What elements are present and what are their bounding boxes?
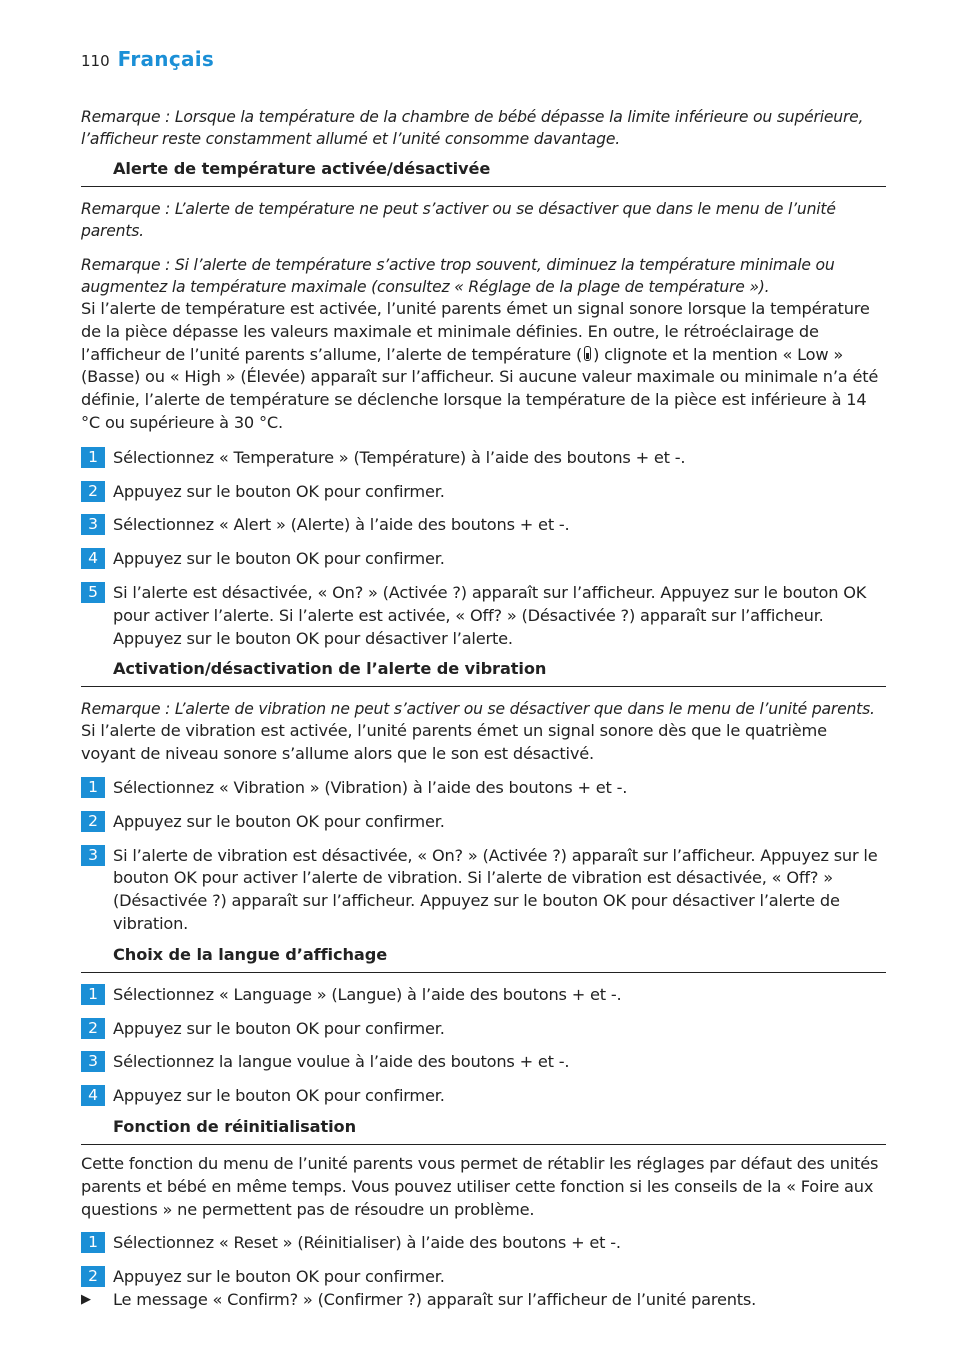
step-number-badge: 3	[81, 845, 105, 866]
step-text: Appuyez sur le bouton OK pour confirmer.	[113, 1018, 445, 1038]
step-number-badge: 3	[81, 1051, 105, 1072]
step-item	[81, 1018, 886, 1041]
step-text: Appuyez sur le bouton OK pour confirmer.	[113, 1267, 445, 1287]
section-title: Fonction de réinitialisation	[113, 1116, 356, 1136]
section-title: Alerte de température activée/désactivée	[113, 159, 491, 178]
note-display-consumption: Remarque : Lorsque la température de la chambre de bébé dépasse la limite inférieure ou supérieure, l’afficheur reste constamment allumé et l’unité consomme davantage.	[81, 108, 864, 148]
step-number-badge: 1	[81, 447, 105, 468]
section-title: Choix de la langue d’affichage	[113, 944, 388, 964]
thermometer-icon	[584, 346, 591, 361]
language-heading: Français	[117, 47, 215, 71]
step-item	[81, 811, 886, 834]
step-number-badge: 2	[81, 1266, 105, 1287]
step-text: Sélectionnez la langue voulue à l’aide des boutons + et -.	[113, 1052, 570, 1072]
step-text: Appuyez sur le bouton OK pour confirmer.	[113, 481, 445, 501]
step-number-badge: 4	[81, 548, 105, 569]
step-result	[81, 1289, 886, 1312]
section-heading-vibration	[81, 660, 886, 687]
note-temp-alert-frequency: Remarque : Si l’alerte de température s’active trop souvent, diminuez la température minimale ou augmentez la température maximale (consultez « Réglage de la plage de température »).	[81, 256, 835, 296]
step-item	[81, 777, 886, 800]
page-content	[81, 106, 886, 1312]
temp-alert-text-a: Si l’alerte de température est activée, l’unité parents émet un signal sonore lorsque la température de la pièce dépasse les valeurs maximale et minimale définies. En outre, le rétroéclairage de l’afficheur de l’unité parents s’allume, l’alerte de température (	[81, 299, 870, 364]
step-item	[81, 481, 886, 504]
step-text: Sélectionnez « Vibration » (Vibration) à l’aide des boutons + et -.	[113, 777, 628, 797]
temp-alert-text-b: ) clignote et la mention « Low » (Basse) ou « High » (Élevée) apparaît sur l’afficheur. Si aucune valeur maximale ou minimale n’a été définie, l’alerte de température se déclenche lorsque la température de la pièce est inférieure à 14 °C ou supérieure à 30 °C.	[81, 344, 879, 432]
note-temp-alert-menu: Remarque : L’alerte de température ne peut s’activer ou se désactiver que dans le menu de l’unité parents.	[81, 200, 836, 240]
step-number-badge: 1	[81, 984, 105, 1005]
step-item	[81, 447, 886, 470]
step-item	[81, 1051, 886, 1074]
step-number-badge: 2	[81, 481, 105, 502]
temp-alert-description	[81, 298, 886, 435]
step-number-badge: 2	[81, 1018, 105, 1039]
step-item	[81, 582, 886, 650]
step-text: Sélectionnez « Language » (Langue) à l’aide des boutons + et -.	[113, 984, 622, 1004]
section-heading-temp-alert	[81, 160, 886, 187]
step-number-badge: 2	[81, 811, 105, 832]
step-text: Sélectionnez « Temperature » (Température) à l’aide des boutons + et -.	[113, 447, 686, 467]
step-item	[81, 984, 886, 1007]
step-number-badge: 3	[81, 514, 105, 535]
step-text: Si l’alerte est désactivée, « On? » (Activée ?) apparaît sur l’afficheur. Appuyez sur le bouton OK pour activer l’alerte. Si l’alerte est activée, « Off? » (Désactivée ?) apparaît sur l’afficheur. Appuyez sur le bouton OK pour désactiver l’alerte.	[113, 582, 867, 648]
step-number-badge: 5	[81, 582, 105, 603]
section-title: Activation/désactivation de l’alerte de vibration	[113, 659, 547, 679]
step-text: Sélectionnez « Reset » (Réinitialiser) à l’aide des boutons + et -.	[113, 1233, 621, 1253]
step-number-badge: 1	[81, 777, 105, 798]
vibration-description: Si l’alerte de vibration est activée, l’unité parents émet un signal sonore dès que le quatrième voyant de niveau sonore s’allume alors que le son est désactivé.	[81, 721, 827, 764]
step-text: Appuyez sur le bouton OK pour confirmer.	[113, 1086, 445, 1106]
step-text: Appuyez sur le bouton OK pour confirmer.	[113, 811, 445, 831]
page-number: 110	[81, 52, 110, 70]
step-text: Si l’alerte de vibration est désactivée, « On? » (Activée ?) apparaît sur l’afficheur. Appuyez sur le bouton OK pour activer l’alerte de vibration. Si l’alerte de vibration est désactivée, « Off? » (Désactivée ?) apparaît sur l’afficheur. Appuyez sur le bouton OK pour désactiver l’alerte de vibration.	[113, 845, 878, 933]
note-vibration-menu: Remarque : L’alerte de vibration ne peut s’activer ou se désactiver que dans le menu de l’unité parents.	[81, 700, 875, 719]
step-item	[81, 548, 886, 571]
step-item	[81, 1232, 886, 1255]
section-heading-reset	[81, 1118, 886, 1145]
step-item	[81, 845, 886, 936]
page-header	[81, 47, 214, 75]
step-item	[81, 1266, 886, 1289]
result-text: Le message « Confirm? » (Confirmer ?) apparaît sur l’afficheur de l’unité parents.	[113, 1289, 757, 1309]
section-heading-language	[81, 946, 886, 973]
step-number-badge: 4	[81, 1085, 105, 1106]
step-item	[81, 1085, 886, 1108]
step-number-badge: 1	[81, 1232, 105, 1253]
step-text: Sélectionnez « Alert » (Alerte) à l’aide des boutons + et -.	[113, 515, 570, 535]
step-item	[81, 514, 886, 537]
reset-description: Cette fonction du menu de l’unité parents vous permet de rétablir les réglages par défaut des unités parents et bébé en même temps. Vous pouvez utiliser cette fonction si les conseils de la « Foire aux questions » ne permettent pas de résoudre un problème.	[81, 1153, 879, 1219]
arrow-right-icon: ▶	[81, 1291, 91, 1307]
step-text: Appuyez sur le bouton OK pour confirmer.	[113, 549, 445, 569]
